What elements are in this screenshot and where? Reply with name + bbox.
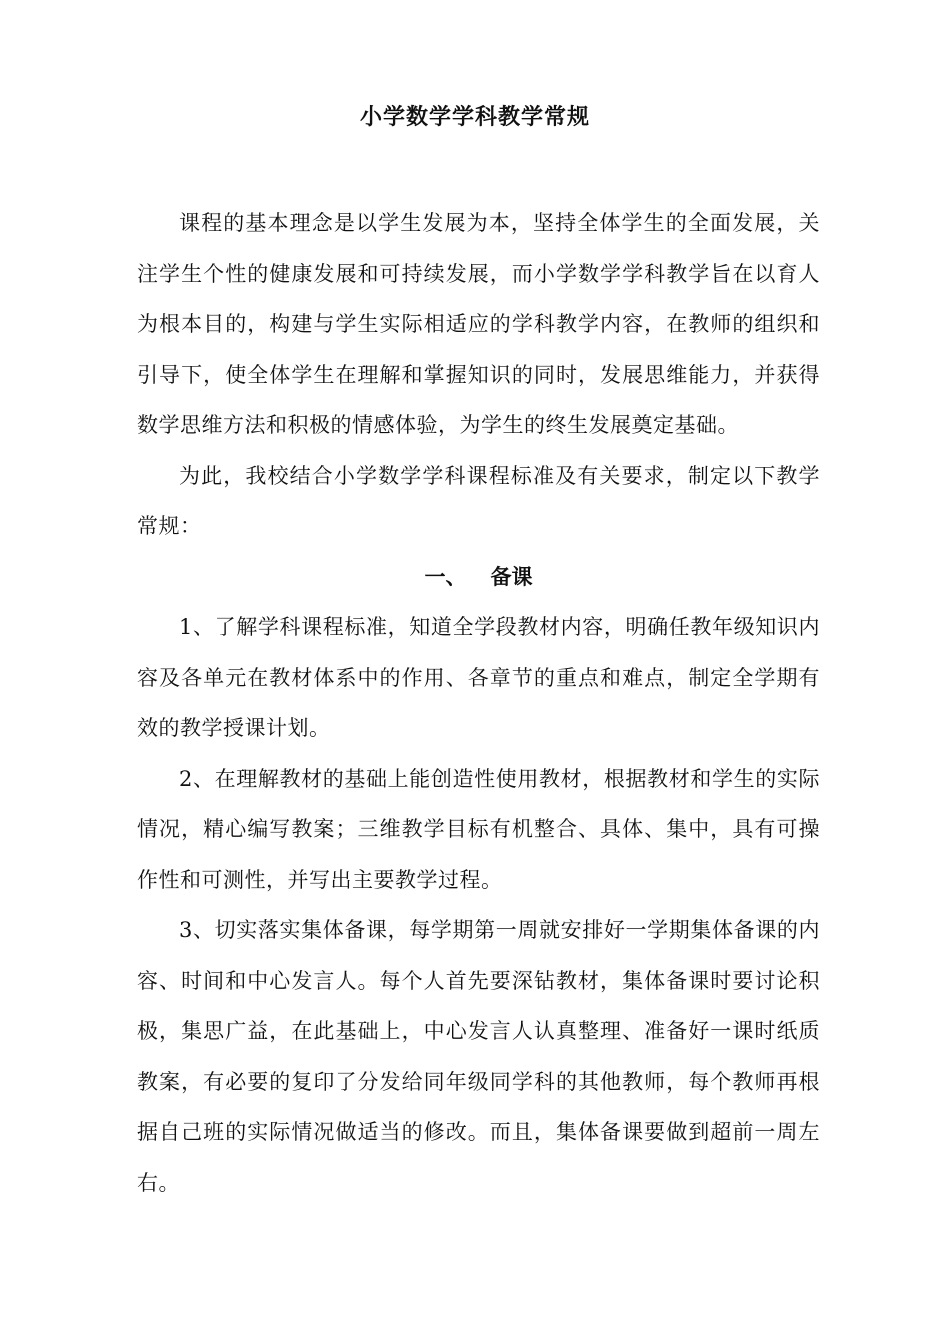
section-heading — [137, 552, 820, 603]
document-title: 小学数学学科教学常规 — [359, 105, 590, 130]
section-item: 3、切实落实集体备课，每学期第一周就安排好一学期集体备课的内容、时间和中心发言人。每个人首先要深钻教材，集体备课时要讨论积极，集思广益，在此基础上，中心发言人认真整理、准备好一课时纸质教案，有必要的复印了分发给同年级同学科的其他教师，每个教师再根据自己班的实际情况做适当的修改。而且，集体备课要做到超前一周左右。 — [137, 918, 820, 1195]
section-number: 一、 — [424, 564, 467, 589]
intro-paragraph: 课程的基本理念是以学生发展为本，坚持全体学生的全面发展，关注学生个性的健康发展和可持续发展，而小学数学学科教学旨在以育人为根本目的，构建与学生实际相适应的学科教学内容，在教师的组织和引导下，使全体学生在理解和掌握知识的同时，发展思维能力，并获得数学思维方法和积极的情感体验，为学生的终生发展奠定基础。 — [137, 211, 820, 437]
intro-paragraph: 为此，我校结合小学数学学科课程标准及有关要求，制定以下教学常规： — [137, 463, 820, 538]
section-item: 1、了解学科课程标准，知道全学段教材内容，明确任教年级知识内容及各单元在教材体系中的作用、各章节的重点和难点，制定全学期有效的教学授课计划。 — [137, 615, 820, 740]
document-body — [137, 198, 820, 1208]
section-item: 2、在理解教材的基础上能创造性使用教材，根据教材和学生的实际情况，精心编写教案；三维教学目标有机整合、具体、集中，具有可操作性和可测性，并写出主要教学过程。 — [137, 766, 820, 892]
section-title: 备课 — [490, 564, 533, 589]
